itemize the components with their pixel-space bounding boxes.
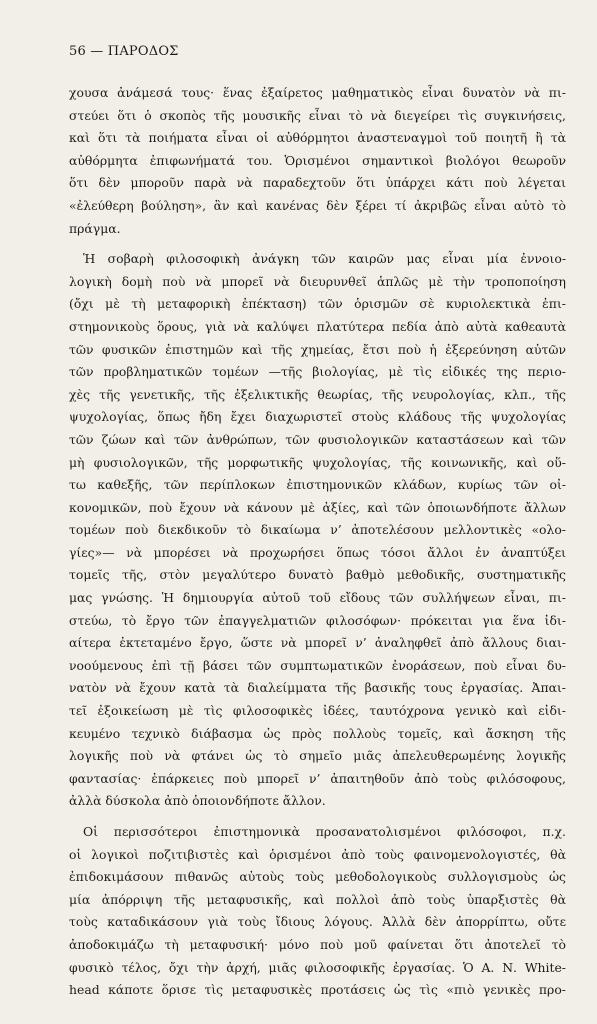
text-line: τεῖ ἐξοικείωση μὲ τὶς φιλοσοφικὲς ἰδέες, ταυτόχρονα γενικὸ καὶ εἰδι- [69, 703, 566, 719]
text-line: ἐπιδοκιμάσουν πιθανῶς αὐτοὺς τοὺς μεθοδολογικοὺς συλλογισμοὺς ὡς [69, 869, 566, 885]
paragraph-1 [69, 82, 566, 240]
text-line: κονομικῶν, ποὺ ἔχουν νὰ κάνουν μὲ ἀξίες, καὶ τῶν ὁποιωνδήποτε ἄλλων [69, 499, 566, 515]
text-line: τῶν φυσικῶν ἐπιστημῶν καὶ τῆς χημείας, ἔτσι ποὺ ἡ ἐξερεύνηση αὐτῶν [69, 341, 566, 357]
text-line: φαντασίας· ἐπάρκειες ποὺ μπορεῖ ν’ ἀπαιτηθοῦν ἀπὸ τοὺς φιλόσοφους, [69, 770, 566, 786]
text-line: αίτερα ἐκτεταμένο ἔργο, ὥστε νὰ μπορεῖ ν’ ἀναληφθεῖ ἀπὸ ἄλλους διαι- [69, 635, 566, 651]
paragraph-3 [69, 821, 566, 1002]
text-line: τομεῖς τῆς, στὸν μεγαλύτερο δυνατὸ βαθμὸ μεθοδικῆς, συστηματικῆς [69, 567, 566, 583]
text-line: ἀλλὰ δύσκολα ἀπὸ ὁποιονδήποτε ἄλλον. [69, 793, 326, 809]
page-body [69, 82, 566, 1002]
running-head: 56 — ΠΑΡΟΔΟΣ [69, 44, 179, 59]
text-line: (ὄχι μὲ τὴ μεταφορικὴ ἐπέκταση) τῶν ὁρισμῶν σὲ κυριολεκτικὰ ἐπι- [69, 296, 566, 312]
text-line: ὅτι δὲν μποροῦν παρὰ νὰ παραδεχτοῦν ὅτι ὑπάρχει κάτι ποὺ λέγεται [69, 175, 566, 191]
text-line: χουσα ἀνάμεσά τους· ἕνας ἐξαίρετος μαθηματικὸς εἶναι δυνατὸν νὰ πι- [69, 85, 566, 100]
text-line: στεύω, τὸ ἔργο τῶν ἐπαγγελματιῶν φιλοσόφων· πρόκειται για ἕνα ἰδι- [69, 612, 566, 628]
text-line: λογικὴ δομὴ ποὺ νὰ μπορεῖ νὰ διευρυνθεῖ ἁπλῶς μὲ τὴν τροποποίηση [69, 273, 566, 289]
text-line: στημονικοὺς ὅρους, γιὰ νὰ καλύψει πλατύτερα πεδία ἀπὸ αὐτὰ καθεαυτὰ [69, 318, 566, 334]
text-line: κευμένο τεχνικὸ διάβασμα ὡς πρὸς πολλοὺς τομεῖς, καὶ ἄσκηση τῆς [69, 725, 566, 741]
text-line: καὶ ὅτι τὰ ποιήματα εἶναι οἱ αὐθόρμητοι ἀναστεναγμοὶ τοῦ ποιητῆ ἢ τὰ [69, 130, 566, 146]
text-line: γίες»— νὰ μπορέσει νὰ προχωρήσει ὅπως τόσοι ἄλλοι ἐν ἀναπτύξει [69, 544, 566, 560]
text-line: Οἱ περισσότεροι ἐπιστημονικὰ προσανατολισμένοι φιλόσοφοι, π.χ. [83, 824, 566, 839]
text-line: Ἡ σοβαρὴ φιλοσοφικὴ ἀνάγκη τῶν καιρῶν μας εἶναι μία ἐννοιο- [83, 251, 566, 267]
text-line: πράγμα. [69, 220, 121, 236]
text-line: «ἐλεύθερη βούληση», ἂν καὶ κανένας δὲν ξέρει τί ἀκριβῶς εἶναι αὐτὸ τὸ [69, 197, 566, 213]
text-line: νοούμενους ἐπὶ τῇ βάσει τῶν συμπτωματικῶν ἐνοράσεων, ποὺ εἶναι δυ- [69, 657, 566, 673]
text-line: τω καθεξῆς, τῶν περίπλοκων ἐπιστημονικῶν κλάδων, κυρίως τῶν οἰ- [69, 477, 566, 493]
text-line: νατὸν νὰ ἔχουν κατὰ τὰ διαλείμματα τῆς βασικῆς τους ἐργασίας. Ἀπαι- [69, 680, 566, 696]
text-line: οἱ λογικοὶ ποζιτιβιστὲς καὶ ὁρισμένοι ἀπὸ τοὺς φαινομενολογιστές, θὰ [69, 846, 566, 862]
text-line: τῶν προβληματικῶν τομέων —τῆς βιολογίας, μὲ τὶς εἰδικές της περιο- [69, 364, 566, 380]
text-line: ψυχολογίας, ὅπως ἤδη ἔχει διαχωριστεῖ στοὺς κλάδους τῆς ψυχολογίας [69, 409, 566, 425]
text-line: μία ἀπόρριψη τῆς μεταφυσικῆς, καὶ πολλοὶ ἀπὸ τοὺς ὑπαρξιστὲς θὰ [69, 891, 566, 907]
text-line: τοὺς καταδικάσουν γιὰ τοὺς ἴδιους λόγους. Ἀλλὰ δὲν ἀπορρίπτω, οὔτε [69, 914, 566, 930]
text-line: ἀποδοκιμάζω τὴ μεταφυσική· μόνο ποὺ μοῦ φαίνεται ὅτι ἀποτελεῖ τὸ [69, 936, 566, 952]
text-line: τῶν ζώων καὶ τῶν ἀνθρώπων, τῶν φυσιολογικῶν καταστάσεων καὶ τῶν [69, 431, 566, 447]
text-line: μας γνώσης. Ἡ δημιουργία αὐτοῦ τοῦ εἴδους τῶν συλλήψεων εἶναι, πι- [69, 590, 566, 606]
text-line: αὐθόρμητα ἐπιφωνήματά του. Ὁρισμένοι σημαντικοὶ βιολόγοι θεωροῦν [69, 152, 566, 168]
text-line: χὲς τῆς γενετικῆς, τῆς ἐξελικτικῆς θεωρίας, τῆς νευρολογίας, κλπ., τῆς [69, 386, 566, 402]
text-line: στεύει ὅτι ὁ σκοπὸς τῆς μουσικῆς εἶναι τὸ νὰ διεγείρει τὶς συγκινήσεις, [69, 107, 566, 123]
paragraph-2 [69, 248, 566, 813]
text-line: τομέων ποὺ διεκδικοῦν τὸ δικαίωμα ν’ ἀποτελέσουν μελλοντικὲς «ολο- [69, 522, 566, 538]
text-line: λογικῆς ποὺ νὰ φτάνει ὡς τὸ σημεῖο μιᾶς ἀπελευθερωμένης λογικῆς [69, 748, 566, 764]
text-line: φυσικὸ τέλος, ὄχι τὴν ἀρχή, μιᾶς φιλοσοφικῆς ἐργασίας. Ὁ Α. Ν. White- [69, 959, 566, 975]
text-line: μὴ φυσιολογικῶν, τῆς μορφωτικῆς ψυχολογίας, τῆς κοινωνικῆς, καὶ οὕ- [69, 454, 566, 470]
text-line: head κάποτε ὅρισε τὶς μεταφυσικὲς προτάσεις ὡς τὶς «πιὸ γενικὲς προ- [69, 982, 566, 998]
